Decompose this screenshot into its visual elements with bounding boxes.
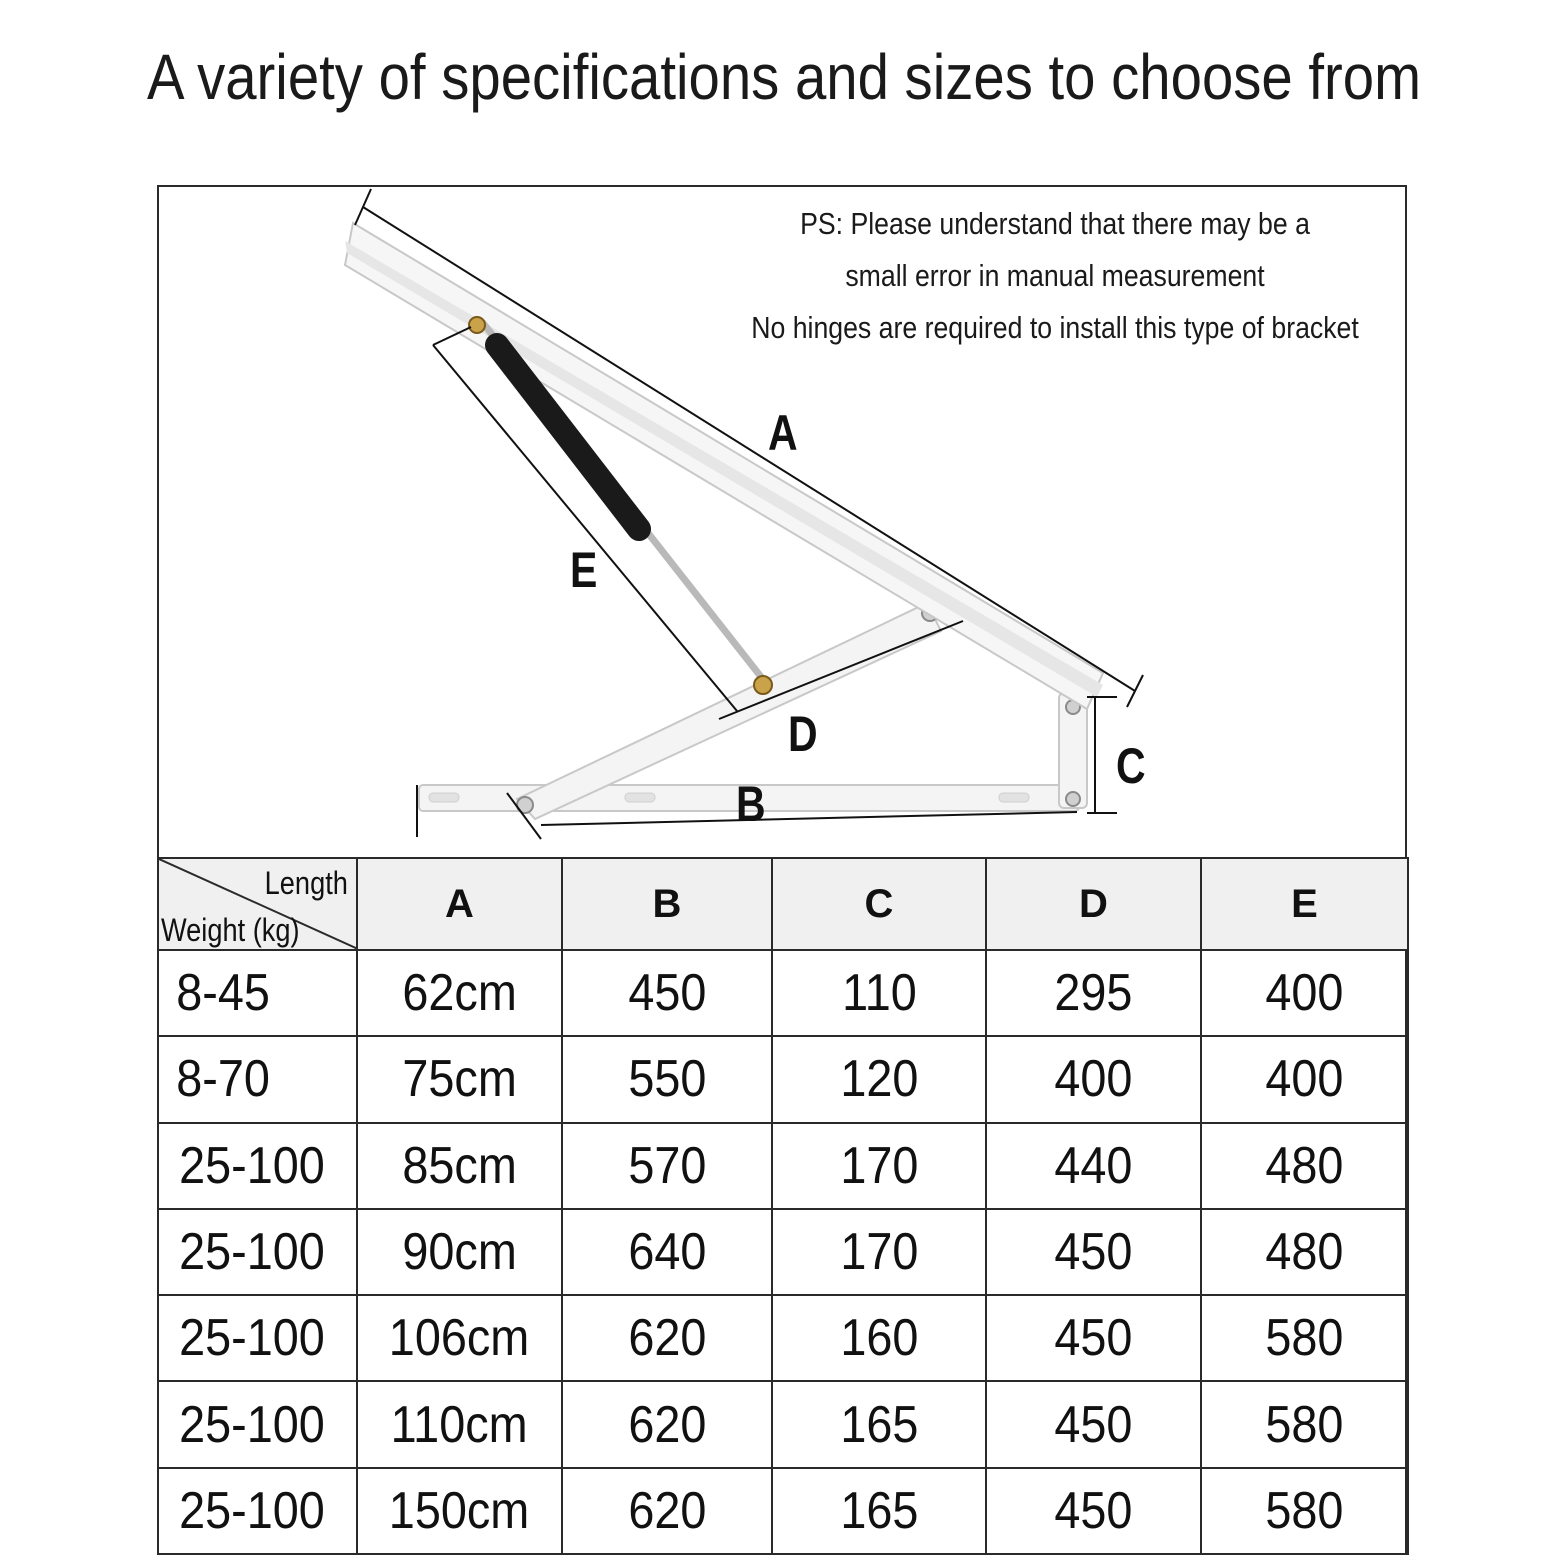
- size-cell-b: [562, 1468, 772, 1554]
- size-cell-b: [562, 1123, 772, 1209]
- cell-value: 570: [627, 1136, 707, 1195]
- cell-value: 440: [1054, 1136, 1133, 1195]
- cell-value: 120: [839, 1050, 919, 1109]
- cell-value: 25-100: [179, 1222, 325, 1281]
- note-line-3: No hinges are required to install this type of bracket: [751, 310, 1359, 345]
- size-cell-b: [562, 1209, 772, 1295]
- short-arm: [1059, 693, 1087, 808]
- cell-value: 580: [1265, 1309, 1344, 1368]
- cell-value: 165: [839, 1395, 919, 1454]
- size-cell-e: [1201, 1381, 1408, 1467]
- cell-value: 580: [1265, 1481, 1344, 1540]
- label-d: D: [788, 706, 818, 762]
- header-row: [158, 858, 1408, 950]
- cell-value: 450: [1054, 1395, 1133, 1454]
- cell-value: 580: [1265, 1395, 1344, 1454]
- table-row: [158, 1123, 1408, 1209]
- page-title: A variety of specifications and sizes to choose from: [146, 41, 1422, 113]
- weight-cell: [158, 1468, 357, 1554]
- note-line-2: small error in manual measurement: [845, 258, 1265, 293]
- cell-value: 170: [839, 1222, 919, 1281]
- column-header: D: [986, 858, 1201, 950]
- cell-value: 620: [627, 1309, 707, 1368]
- size-cell-a: [357, 1209, 562, 1295]
- cell-value: 480: [1265, 1136, 1344, 1195]
- weight-cell: [158, 1123, 357, 1209]
- measurement-note: [750, 198, 1361, 354]
- size-cell-d: [986, 1468, 1201, 1554]
- size-cell-e: [1201, 1209, 1408, 1295]
- cell-value: 400: [1265, 1050, 1344, 1109]
- size-cell-e: [1201, 950, 1408, 1036]
- size-cell-c: [772, 1468, 986, 1554]
- table-row: [158, 1209, 1408, 1295]
- cell-value: 165: [839, 1481, 919, 1540]
- size-cell-a: [357, 950, 562, 1036]
- table-row: [158, 1381, 1408, 1467]
- size-cell-d: [986, 1381, 1201, 1467]
- cell-value: 8-45: [176, 964, 270, 1023]
- cell-value: 110cm: [391, 1395, 528, 1454]
- label-c: C: [1116, 738, 1146, 794]
- cell-value: 90cm: [402, 1222, 517, 1281]
- size-cell-c: [772, 1381, 986, 1467]
- size-cell-b: [562, 1036, 772, 1122]
- cell-value: 400: [1054, 1050, 1133, 1109]
- cell-value: 450: [1054, 1481, 1133, 1540]
- cell-value: 450: [627, 964, 707, 1023]
- size-cell-a: [357, 1468, 562, 1554]
- size-cell-e: [1201, 1295, 1408, 1381]
- size-cell-b: [562, 950, 772, 1036]
- length-label: Length: [264, 865, 348, 901]
- size-cell-d: [986, 1123, 1201, 1209]
- column-header: B: [562, 858, 772, 950]
- cell-value: 25-100: [179, 1395, 325, 1454]
- cell-value: 106cm: [389, 1309, 530, 1368]
- cell-value: 170: [839, 1136, 919, 1195]
- cell-value: 450: [1054, 1309, 1133, 1368]
- size-cell-c: [772, 1209, 986, 1295]
- cell-value: 450: [1054, 1222, 1133, 1281]
- size-cell-e: [1201, 1123, 1408, 1209]
- table-row: [158, 1295, 1408, 1381]
- weight-cell: [158, 1209, 357, 1295]
- weight-cell: [158, 1381, 357, 1467]
- table-row: [158, 1036, 1408, 1122]
- size-cell-c: [772, 1295, 986, 1381]
- size-cell-d: [986, 1209, 1201, 1295]
- cell-value: 62cm: [402, 964, 517, 1023]
- note-line-1: PS: Please understand that there may be a: [800, 206, 1310, 241]
- size-cell-a: [357, 1123, 562, 1209]
- size-cell-c: [772, 950, 986, 1036]
- table-row: [158, 1468, 1408, 1554]
- size-cell-d: [986, 1295, 1201, 1381]
- size-cell-c: [772, 1036, 986, 1122]
- table-row: [158, 950, 1408, 1036]
- cell-value: 620: [627, 1481, 707, 1540]
- cell-value: 480: [1265, 1222, 1344, 1281]
- cell-value: 25-100: [179, 1136, 325, 1195]
- cell-value: 295: [1054, 964, 1133, 1023]
- column-header: E: [1201, 858, 1408, 950]
- weight-cell: [158, 1036, 357, 1122]
- cell-value: 160: [839, 1309, 919, 1368]
- size-cell-d: [986, 950, 1201, 1036]
- column-header: C: [772, 858, 986, 950]
- weight-cell: [158, 950, 357, 1036]
- cell-value: 25-100: [179, 1481, 325, 1540]
- cell-value: 620: [627, 1395, 707, 1454]
- size-cell-d: [986, 1036, 1201, 1122]
- cell-value: 75cm: [402, 1050, 517, 1109]
- cell-value: 8-70: [176, 1050, 270, 1109]
- weight-label: Weight (kg): [161, 912, 300, 948]
- size-cell-c: [772, 1123, 986, 1209]
- size-cell-a: [357, 1036, 562, 1122]
- cell-value: 550: [627, 1050, 707, 1109]
- corner-header: [158, 858, 357, 950]
- label-e: E: [570, 542, 598, 598]
- column-header: A: [357, 858, 562, 950]
- spec-table: [157, 857, 1409, 1555]
- size-cell-e: [1201, 1468, 1408, 1554]
- size-cell-a: [357, 1295, 562, 1381]
- size-cell-b: [562, 1381, 772, 1467]
- size-cell-b: [562, 1295, 772, 1381]
- cell-value: 640: [627, 1222, 707, 1281]
- weight-cell: [158, 1295, 357, 1381]
- label-b: B: [736, 776, 766, 832]
- cell-value: 25-100: [179, 1309, 325, 1368]
- gas-strut: [469, 317, 772, 694]
- cell-value: 400: [1265, 964, 1344, 1023]
- cell-value: 110: [841, 964, 917, 1023]
- cell-value: 150cm: [389, 1481, 530, 1540]
- cell-value: 85cm: [402, 1136, 517, 1195]
- size-cell-a: [357, 1381, 562, 1467]
- label-a: A: [768, 405, 798, 461]
- size-cell-e: [1201, 1036, 1408, 1122]
